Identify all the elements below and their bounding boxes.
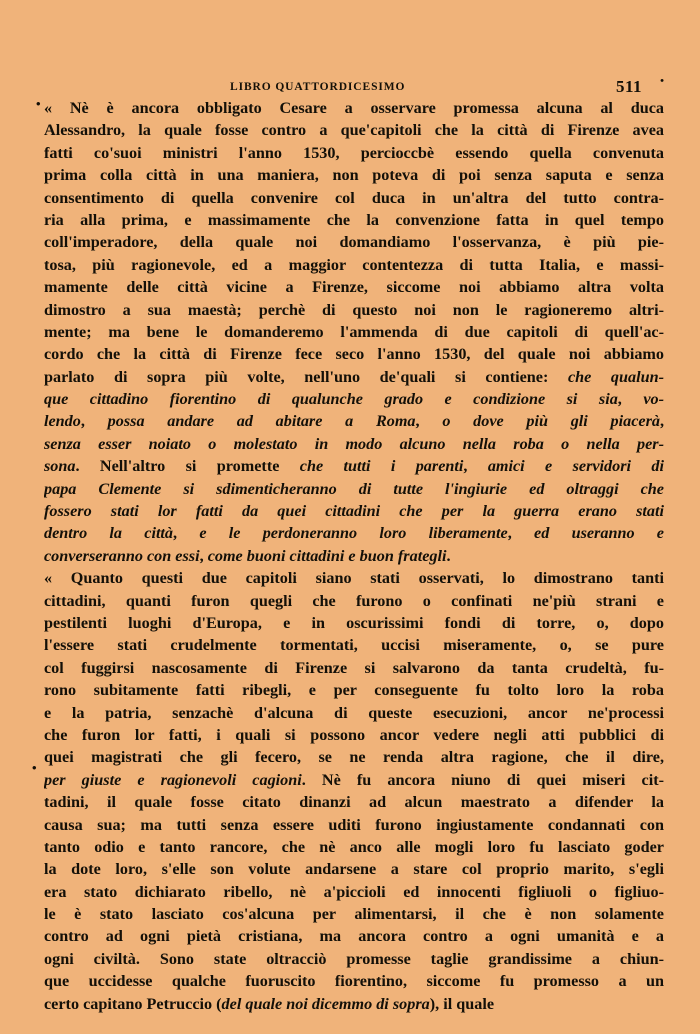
- text-line: [44, 881, 664, 903]
- text-line: [44, 993, 664, 1015]
- text-run: pestilenti luoghi d'Europa, e in oscurissimi fondi di torre, o, dopo: [44, 613, 664, 632]
- text-line: [44, 254, 664, 276]
- text-run: che furon lor fatti, i quali si possono ancor vedere negli atti pubblici di: [44, 725, 664, 744]
- text-run: mente; ma bene le domanderemo l'ammenda di due capitoli di quell'ac-: [44, 322, 664, 341]
- text-line: [44, 209, 664, 231]
- page-number: 511: [615, 77, 642, 96]
- text-run: tadini, il quale fosse citato dinanzi ad alcun maestrato a difender la: [44, 793, 664, 812]
- text-run: ria alla prima, e massimamente che la convenzione fatta in quel tempo: [44, 210, 664, 229]
- italic-text: dentro la città: [44, 524, 174, 543]
- text-line: [44, 903, 664, 925]
- body-text: [44, 97, 664, 1015]
- text-run: consentimento di quella convenire col duca in un'altra del tutto contra-: [44, 188, 664, 207]
- text-line: [44, 634, 664, 656]
- text-run: .: [446, 546, 451, 565]
- text-run: ,: [507, 524, 535, 543]
- text-line: [44, 657, 664, 679]
- text-run: ,: [617, 390, 644, 409]
- text-run: ), il quale: [429, 994, 495, 1013]
- text-line: [44, 142, 664, 164]
- text-line: [44, 746, 664, 768]
- text-line: [44, 455, 664, 477]
- margin-dot: •: [32, 760, 37, 775]
- text-run: causa sua; ma tutti senza essere uditi furono ingiustamente condannati con: [44, 815, 664, 834]
- text-run: que uccidesse qualche fuoruscito fiorentino, siccome fu promesso a un: [44, 972, 664, 991]
- bullet-mark: •: [660, 75, 664, 87]
- text-line: [44, 231, 664, 253]
- text-line: [44, 567, 664, 589]
- paragraph: [44, 567, 664, 1015]
- italic-text: sona: [44, 457, 76, 476]
- text-line: [44, 366, 664, 388]
- text-run: tanto odio e tanto rancore, che nè anco alle mogli loro fu lasciato goder: [44, 837, 664, 856]
- italic-text: amici e servidori di: [487, 457, 664, 476]
- text-run: coll'imperadore, della quale noi domandiamo l'osservanza, è più pie-: [44, 233, 664, 252]
- text-line: [44, 343, 664, 365]
- text-run: ,: [659, 412, 664, 431]
- italic-text: fossero stati lor fatti da quei cittadini che per la guerra erano stati: [44, 502, 664, 521]
- text-line: [44, 187, 664, 209]
- text-run: l'essere stati crudelmente tormentati, uccisi miseramente, o, se pure: [44, 636, 664, 655]
- text-line: [44, 679, 664, 701]
- text-line: [44, 433, 664, 455]
- text-run: col fuggirsi nascosamente di Firenze si salvarono da tanta crudeltà, fu-: [44, 658, 664, 677]
- text-line: [44, 970, 664, 992]
- text-run: cordo che la città di Firenze fece seco l'anno 1530, del quale noi abbiamo: [44, 345, 664, 364]
- text-run: « Nè è ancora obbligato Cesare a osservare promessa alcuna al duca: [44, 99, 664, 117]
- italic-text: come buoni cittadini e buon frategli: [207, 546, 447, 565]
- text-run: ogni civiltà. Sono state oltracciò promesse taglie grandissime a chiun-: [44, 949, 664, 968]
- text-line: [44, 522, 664, 544]
- text-line: [44, 724, 664, 746]
- text-line: [44, 97, 664, 119]
- text-line: [44, 478, 664, 500]
- text-run: ,: [199, 546, 208, 565]
- running-head: [44, 77, 670, 99]
- text-run: tosa, più ragionevole, ed a maggior contentezza di tutta Italia, e massi-: [44, 255, 664, 274]
- margin-dot: •: [36, 96, 41, 111]
- italic-text: lendo: [44, 412, 81, 431]
- italic-text: possa andare ad abitare a Roma: [107, 412, 416, 431]
- text-line: [44, 769, 664, 791]
- text-line: [44, 276, 664, 298]
- italic-text: per giuste e ragionevoli cagioni: [44, 770, 302, 789]
- text-run: . Nè fu ancora niuno di quei miseri cit-: [301, 770, 664, 789]
- italic-text: papa Clemente si sdimenticheranno di tutte l'ingiurie ed oltraggi che: [44, 479, 664, 498]
- text-run: ,: [463, 457, 488, 476]
- text-line: [44, 814, 664, 836]
- text-line: [44, 791, 664, 813]
- text-line: [44, 858, 664, 880]
- text-line: [44, 410, 664, 432]
- italic-text: que cittadino fiorentino di qualunche grado e condizione si sia: [44, 390, 618, 409]
- text-line: [44, 321, 664, 343]
- text-run: quei magistrati che gli fecero, se ne renda altra ragione, che il dire,: [44, 748, 664, 767]
- text-run: la dote loro, s'elle son volute andarsene a stare col proprio marito, s'egli: [44, 860, 664, 879]
- text-line: [44, 590, 664, 612]
- text-line: [44, 702, 664, 724]
- text-run: Alessandro, la quale fosse contro a que'capitoli che la città di Firenze avea: [44, 121, 664, 140]
- italic-text: o dove più gli piacerà: [442, 412, 660, 431]
- text-run: parlato di sopra più volte, nell'uno de'quali si contiene:: [44, 367, 568, 386]
- text-run: prima colla città in una maniera, non poteva di poi senza saputa e senza: [44, 166, 664, 185]
- text-run: contro ad ogni pietà cristiana, ma ancora contro a ogni umanità e a: [44, 927, 664, 946]
- italic-text: del quale noi dicemmo di sopra: [221, 994, 430, 1013]
- italic-text: ed useranno e: [534, 524, 664, 543]
- text-run: certo capitano Petruccio (: [44, 994, 222, 1013]
- text-run: era stato dichiarato ribello, nè a'piccioli ed innocenti figliuoli o figliuo-: [44, 882, 664, 901]
- italic-text: che qualun-: [567, 367, 664, 386]
- text-run: e la patria, senzachè d'alcuna di queste esecuzioni, ancor ne'processi: [44, 703, 664, 722]
- text-line: [44, 836, 664, 858]
- italic-text: senza esser noiato o molestato in modo alcuno nella roba o nella per-: [44, 434, 664, 453]
- text-run: . Nell'altro si promette: [75, 457, 300, 476]
- text-line: [44, 119, 664, 141]
- italic-text: che tutti i parenti: [299, 457, 464, 476]
- paragraph: [44, 97, 664, 567]
- running-title: LIBRO QUATTORDICESIMO: [230, 81, 406, 93]
- text-run: rono subitamente fatti ribegli, e per conseguente fu tolto loro la roba: [44, 681, 664, 700]
- text-run: ,: [173, 524, 200, 543]
- text-run: « Quanto questi due capitoli siano stati osservati, lo dimostrano tanti: [44, 569, 664, 588]
- text-run: cittadini, quanti furon quegli che furono o confinati ne'più strani e: [44, 591, 664, 610]
- text-line: [44, 164, 664, 186]
- text-run: ,: [415, 412, 443, 431]
- text-run: fatti co'suoi ministri l'anno 1530, percioccbè essendo quella convenuta: [44, 143, 664, 162]
- text-run: mamente delle città vicine a Firenze, siccome noi abbiamo altra volta: [44, 278, 664, 297]
- italic-text: e le perdoneranno loro liberamente: [199, 524, 508, 543]
- text-run: le è stato lasciato cos'alcuna per alimentarsi, il che è non solamente: [44, 905, 664, 924]
- text-line: [44, 500, 664, 522]
- text-line: [44, 388, 664, 410]
- text-run: ,: [80, 412, 108, 431]
- italic-text: vo-: [643, 390, 664, 409]
- text-line: [44, 612, 664, 634]
- text-run: dimostro a sua maestà; perchè di questo noi non le ragioneremo altri-: [44, 300, 664, 319]
- text-line: [44, 925, 664, 947]
- text-line: [44, 545, 664, 567]
- text-line: [44, 948, 664, 970]
- italic-text: converseranno con essi: [44, 546, 200, 565]
- text-line: [44, 299, 664, 321]
